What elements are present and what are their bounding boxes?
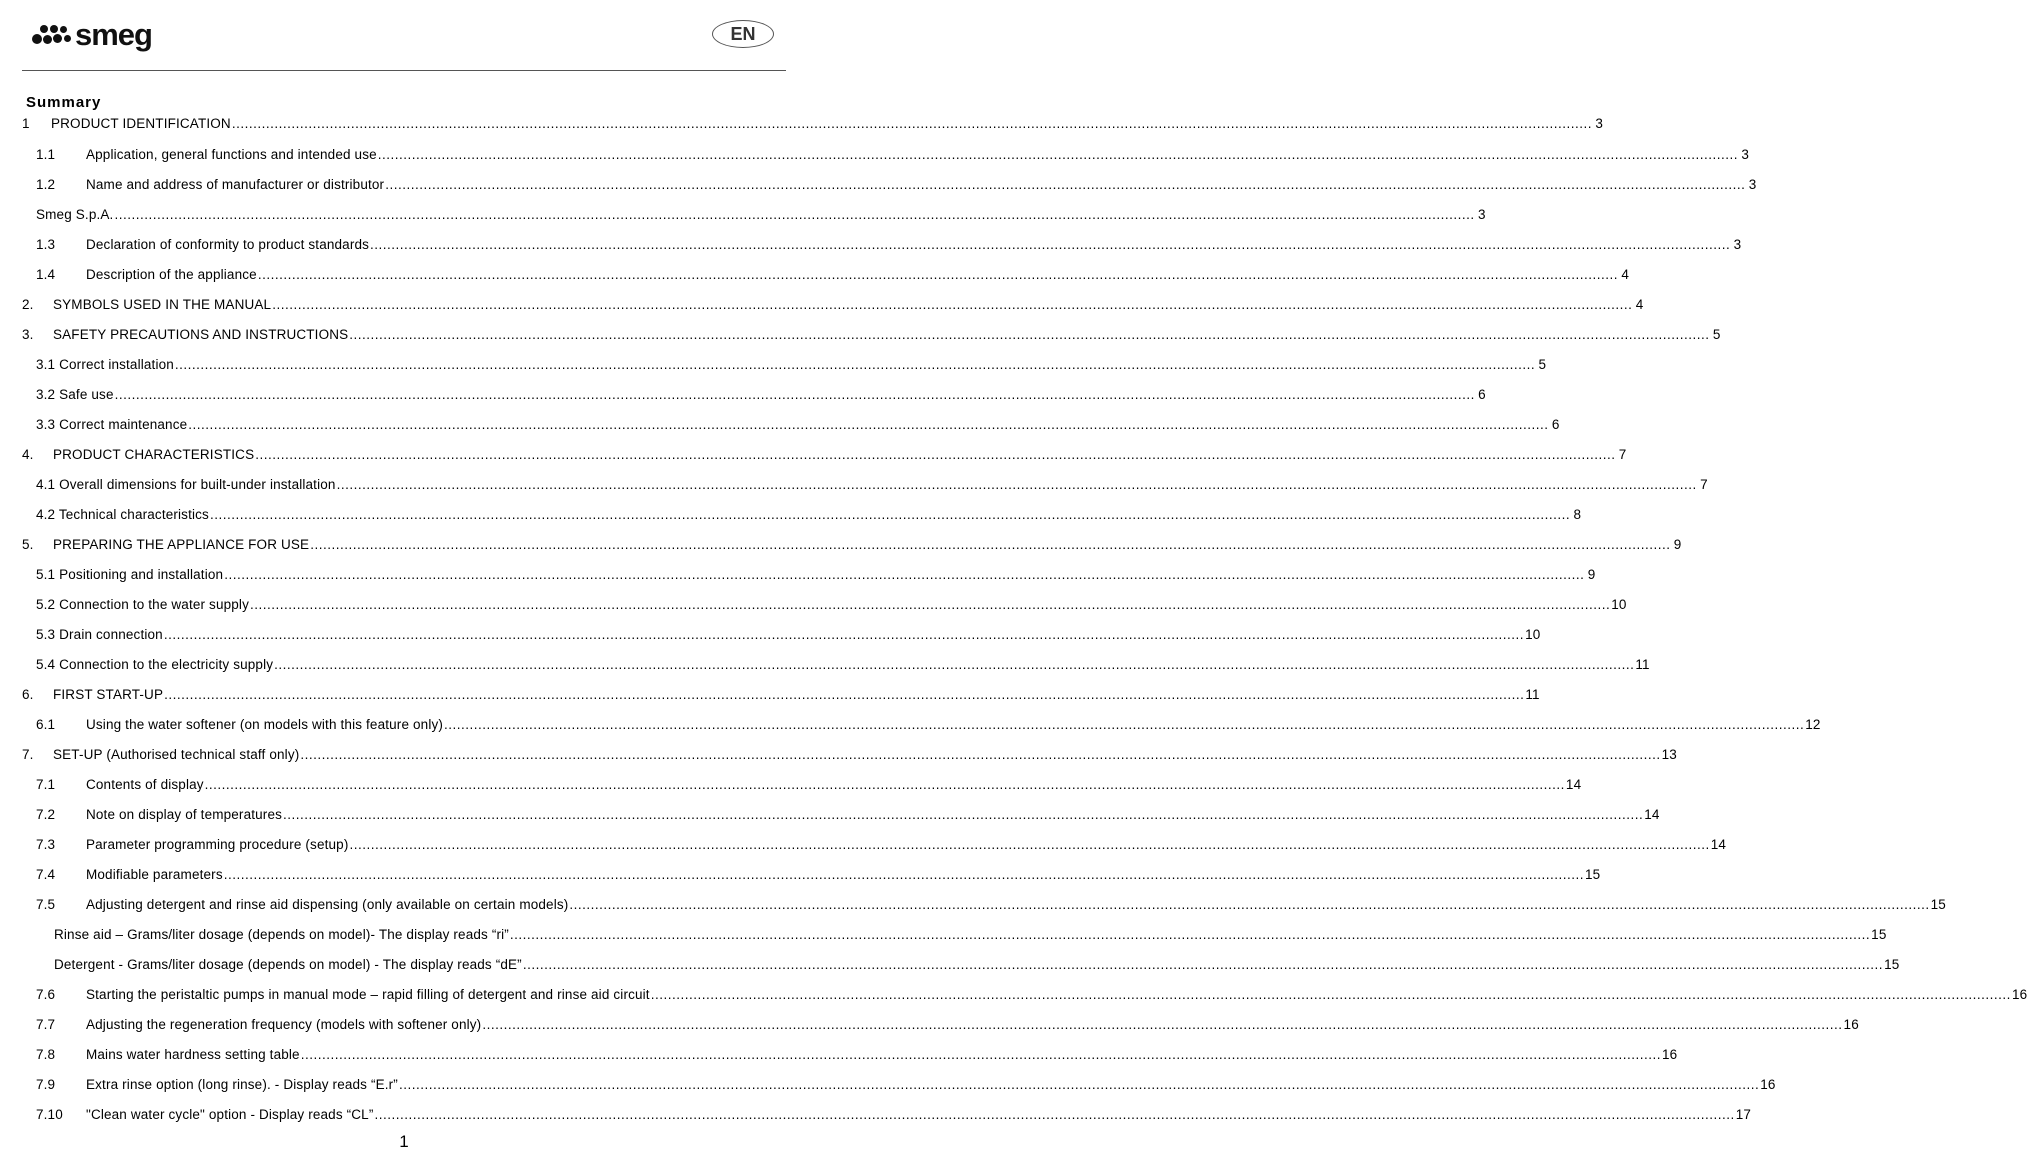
toc-entry-text: PRODUCT IDENTIFICATION	[51, 116, 231, 131]
toc-entry-text: Adjusting the regeneration frequency (models with softener only)	[86, 1017, 482, 1032]
toc-entry[interactable]	[36, 657, 1650, 677]
toc-entry[interactable]	[36, 507, 1582, 527]
toc-entry-text: Declaration of conformity to product standards	[86, 237, 370, 252]
toc-leader-dots	[258, 267, 1618, 282]
toc-entry-page: 15	[1930, 897, 1946, 912]
toc-leader-dots	[569, 897, 1929, 912]
toc-entry[interactable]	[36, 897, 1946, 917]
toc-leader-dots	[301, 1047, 1661, 1062]
page-header	[0, 0, 808, 72]
toc-entry-text: 3.3 Correct maintenance	[36, 417, 188, 432]
toc-entry[interactable]	[36, 1017, 1859, 1037]
page-number: 1	[399, 1132, 409, 1151]
toc-entry-number: 6.	[22, 687, 34, 702]
toc-leader-dots	[224, 867, 1584, 882]
toc-entry[interactable]	[36, 207, 1486, 227]
toc-entry-page: 15	[1884, 957, 1900, 972]
toc-entry[interactable]	[22, 116, 1604, 136]
toc-entry-page: 16	[1843, 1017, 1859, 1032]
toc-entry-page: 10	[1525, 627, 1541, 642]
toc-entry-text: "Clean water cycle" option - Display reads “CL”	[86, 1107, 374, 1122]
toc-entry[interactable]	[22, 687, 1540, 707]
toc-entry-text: SAFETY PRECAUTIONS AND INSTRUCTIONS	[53, 327, 349, 342]
toc-entry-page: 11	[1525, 687, 1540, 702]
toc-entry[interactable]	[36, 867, 1601, 887]
logo-text: smeg	[75, 17, 152, 52]
toc-entry-text: Detergent - Grams/liter dosage (depends on model) - The display reads “dE”	[54, 957, 522, 972]
toc-entry[interactable]	[36, 807, 1660, 827]
toc-entry-page: 15	[1871, 927, 1887, 942]
toc-entry-page: 10	[1611, 597, 1627, 612]
toc-entry-page: 3	[1733, 237, 1742, 252]
toc-leader-dots	[399, 1077, 1759, 1092]
toc-entry-page: 6	[1551, 417, 1560, 432]
toc-entry-text: Smeg S.p.A.	[36, 207, 114, 222]
toc-entry-number: 1.2	[36, 177, 56, 192]
toc-entry-number: 1.1	[36, 147, 56, 162]
toc-entry-number: 1.4	[36, 267, 56, 282]
toc-entry[interactable]	[36, 147, 1749, 167]
toc-entry[interactable]	[36, 1107, 1752, 1127]
toc-entry-page: 15	[1584, 867, 1601, 882]
toc-entry-text: SET-UP (Authorised technical staff only)	[53, 747, 300, 762]
toc-entry-text: Application, general functions and intended use	[86, 147, 377, 162]
toc-entry-number: 7.	[22, 747, 34, 762]
toc-entry-page: 7	[1618, 447, 1627, 462]
toc-leader-dots	[651, 987, 2011, 1002]
toc-leader-dots	[115, 387, 1475, 402]
toc-entry[interactable]	[22, 327, 1721, 347]
toc-entry[interactable]	[22, 297, 1644, 317]
toc-leader-dots	[444, 717, 1804, 732]
toc-entry-page: 16	[1760, 1077, 1776, 1092]
toc-entry[interactable]	[36, 567, 1596, 587]
toc-entry-page: 16	[1661, 1047, 1678, 1062]
toc-entry[interactable]	[36, 237, 1742, 257]
toc-entry-text: Name and address of manufacturer or distributor	[86, 177, 385, 192]
toc-entry[interactable]	[36, 267, 1630, 287]
toc-leader-dots	[349, 837, 1709, 852]
toc-entry-text: SYMBOLS USED IN THE MANUAL	[53, 297, 272, 312]
toc-entry-page: 9	[1673, 537, 1682, 552]
toc-leader-dots	[255, 447, 1615, 462]
toc-entry-text: 5.1 Positioning and installation	[36, 567, 224, 582]
toc-entry-number: 2.	[22, 297, 34, 312]
toc-entry[interactable]	[36, 627, 1541, 647]
toc-entry-text: 5.3 Drain connection	[36, 627, 163, 642]
toc-entry-page: 14	[1710, 837, 1727, 852]
toc-entry[interactable]	[22, 447, 1627, 467]
toc-entry-page: 4	[1621, 267, 1630, 282]
toc-entry-page: 16	[2011, 987, 2027, 1002]
toc-leader-dots	[175, 357, 1535, 372]
toc-entry-page: 9	[1587, 567, 1596, 582]
toc-entry-text: 5.4 Connection to the electricity supply	[36, 657, 274, 672]
toc-entry-text: 3.2 Safe use	[36, 387, 114, 402]
toc-entry-page: 7	[1700, 477, 1708, 492]
toc-entry-page: 14	[1644, 807, 1660, 822]
toc-entry-number: 7.5	[36, 897, 56, 912]
toc-entry[interactable]	[36, 477, 1708, 497]
toc-leader-dots	[349, 327, 1709, 342]
toc-leader-dots	[250, 597, 1610, 612]
toc-leader-dots	[523, 957, 1883, 972]
toc-entry-page: 3	[1741, 147, 1749, 162]
toc-leader-dots	[210, 507, 1570, 522]
toc-entry[interactable]	[54, 957, 1900, 977]
toc-entry-text: Starting the peristaltic pumps in manual mode – rapid filling of detergent and rinse aid circuit	[86, 987, 650, 1002]
toc-entry-number: 4.	[22, 447, 34, 462]
toc-leader-dots	[375, 1107, 1735, 1122]
toc-leader-dots	[232, 116, 1592, 131]
toc-entry[interactable]	[36, 717, 1821, 737]
toc-entry[interactable]	[36, 1077, 1776, 1097]
toc-entry-number: 7.6	[36, 987, 56, 1002]
toc-leader-dots	[114, 207, 1474, 222]
toc-entry-page: 3	[1595, 116, 1604, 131]
smeg-logo	[28, 18, 152, 52]
toc-leader-dots	[164, 687, 1524, 702]
toc-entry-number: 7.10	[36, 1107, 63, 1122]
logo-dots-icon	[28, 22, 74, 48]
toc-entry-text: Contents of display	[86, 777, 204, 792]
toc-leader-dots	[224, 567, 1584, 582]
toc-entry-page: 17	[1735, 1107, 1752, 1122]
toc-entry-text: Rinse aid – Grams/liter dosage (depends on model)- The display reads “ri”	[54, 927, 509, 942]
toc-entry-text: Using the water softener (on models with this feature only)	[86, 717, 444, 732]
toc-leader-dots	[274, 657, 1634, 672]
toc-entry-page: 8	[1573, 507, 1582, 522]
toc-entry-text: Parameter programming procedure (setup)	[86, 837, 349, 852]
toc-entry-number: 5.	[22, 537, 34, 552]
toc-leader-dots	[188, 417, 1548, 432]
toc-entry-text: Note on display of temperatures	[86, 807, 283, 822]
toc-entry-text: Description of the appliance	[86, 267, 257, 282]
toc-entry-page: 6	[1478, 387, 1486, 402]
toc-title: Summary	[26, 94, 102, 111]
toc-entry-number: 1.3	[36, 237, 56, 252]
toc-entry-text: FIRST START-UP	[53, 687, 164, 702]
toc-entry-number: 7.3	[36, 837, 56, 852]
toc-entry-page: 14	[1565, 777, 1582, 792]
toc-entry-text: 4.2 Technical characteristics	[36, 507, 209, 522]
toc-leader-dots	[164, 627, 1524, 642]
toc-entry[interactable]	[54, 927, 1887, 947]
toc-entry-text: PREPARING THE APPLIANCE FOR USE	[53, 537, 310, 552]
toc-entry-text: 5.2 Connection to the water supply	[36, 597, 249, 612]
toc-entry[interactable]	[22, 747, 1677, 767]
toc-entry[interactable]	[36, 837, 1727, 857]
toc-entry[interactable]	[36, 987, 2027, 1007]
toc-leader-dots	[510, 927, 1870, 942]
toc-leader-dots	[482, 1017, 1842, 1032]
toc-entry-text: Modifiable parameters	[86, 867, 223, 882]
toc-leader-dots	[370, 237, 1730, 252]
toc-entry[interactable]	[36, 777, 1582, 797]
header-divider	[22, 70, 786, 71]
toc-entry-text: 3.1 Correct installation	[36, 357, 174, 372]
toc-entry-page: 11	[1635, 657, 1650, 672]
toc-entry-number: 7.7	[36, 1017, 56, 1032]
toc-entry-text: 4.1 Overall dimensions for built-under installation	[36, 477, 336, 492]
toc-entry-page: 5	[1712, 327, 1721, 342]
toc-entry-number: 7.8	[36, 1047, 56, 1062]
toc-leader-dots	[378, 147, 1738, 162]
toc-entry[interactable]	[36, 387, 1486, 407]
toc-leader-dots	[385, 177, 1745, 192]
toc-leader-dots	[310, 537, 1670, 552]
toc-leader-dots	[205, 777, 1565, 792]
toc-entry-page: 5	[1538, 357, 1547, 372]
toc-entry[interactable]	[22, 537, 1682, 557]
toc-leader-dots	[272, 297, 1632, 312]
toc-leader-dots	[337, 477, 1697, 492]
toc-entry[interactable]	[36, 357, 1547, 377]
toc-entry-page: 3	[1748, 177, 1757, 192]
language-badge: EN	[712, 20, 774, 48]
toc-entry-page: 4	[1635, 297, 1644, 312]
toc-entry-text: Mains water hardness setting table	[86, 1047, 300, 1062]
toc-leader-dots	[300, 747, 1660, 762]
toc-entry-number: 7.1	[36, 777, 56, 792]
toc-entry-number: 7.2	[36, 807, 56, 822]
toc-entry-number: 7.4	[36, 867, 56, 882]
toc-entry-text: Extra rinse option (long rinse). - Display reads “E.r”	[86, 1077, 398, 1092]
toc-entry-number: 7.9	[36, 1077, 56, 1092]
toc-entry-text: PRODUCT CHARACTERISTICS	[53, 447, 255, 462]
toc-entry-number: 1	[22, 116, 30, 131]
toc-entry[interactable]	[36, 597, 1627, 617]
toc-entry[interactable]	[36, 417, 1560, 437]
toc-entry-number: 3.	[22, 327, 34, 342]
toc-entry-number: 6.1	[36, 717, 56, 732]
toc-entry-page: 13	[1661, 747, 1677, 762]
toc-leader-dots	[283, 807, 1643, 822]
toc-entry[interactable]	[36, 1047, 1678, 1067]
toc-entry-text: Adjusting detergent and rinse aid dispensing (only available on certain models)	[86, 897, 569, 912]
toc-entry-page: 12	[1805, 717, 1821, 732]
toc-entry[interactable]	[36, 177, 1757, 197]
toc-entry-page: 3	[1478, 207, 1486, 222]
